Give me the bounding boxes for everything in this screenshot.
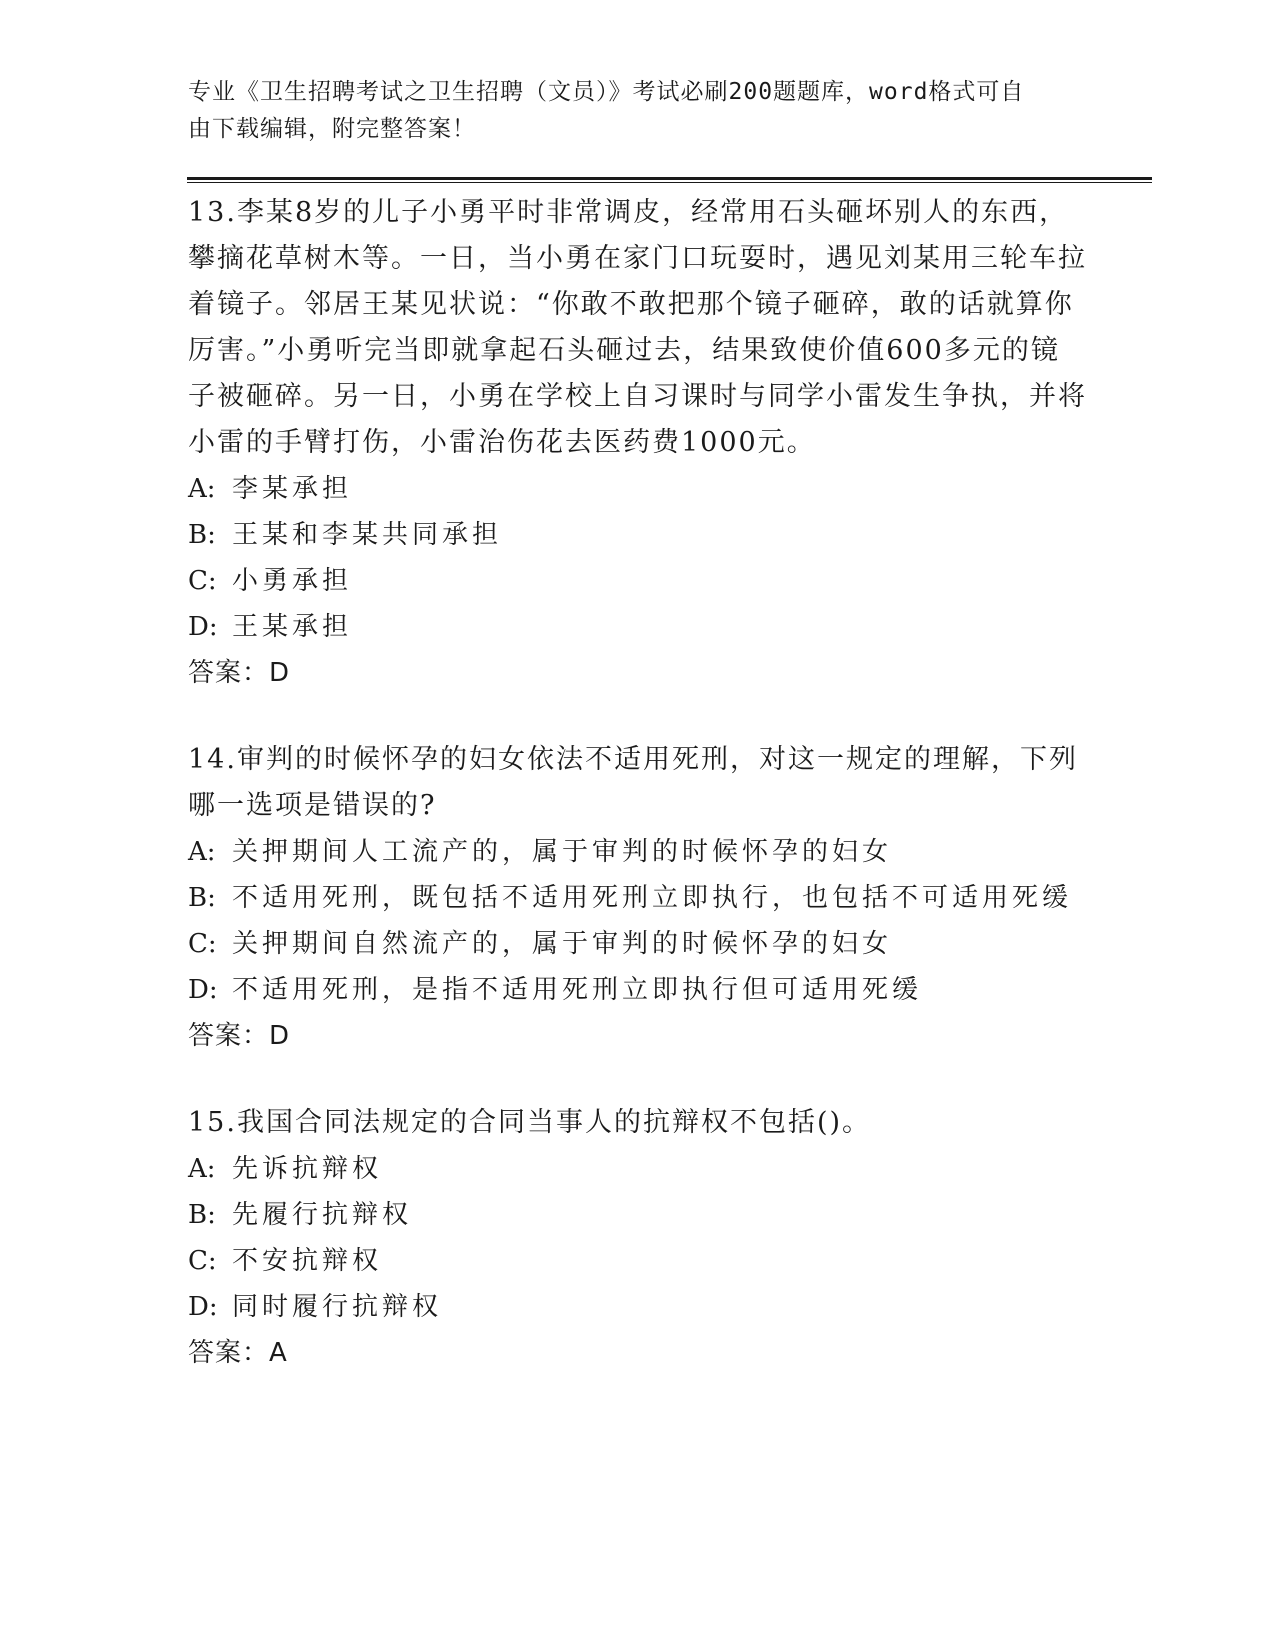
option-text: 关押期间自然流产的，属于审判的时候怀孕的妇女 — [232, 929, 893, 959]
option-text: 王某承担 — [232, 612, 353, 642]
option-key: B: — [188, 520, 216, 550]
answer-line: 答案：D — [188, 658, 291, 688]
option-text: 先履行抗辩权 — [232, 1200, 413, 1230]
question-stem: 13.李某8岁的儿子小勇平时非常调皮，经常用石头砸坏别人的东西，攀摘花草树木等。一日，当小勇在家门口玩耍时，遇见刘某用三轮车拉着镜子。邻居王某见状说：“你敢不敢把那个镜子砸碎，敢的话就算你厉害。”小勇听完当即就拿起石头砸过去，结果致使价值600多元的镜子被砸碎。另一日，小勇在学校上自习课时与同学小雷发生争执，并将小雷的手臂打伤，小雷治伤花去医药费1000元。 — [188, 197, 1087, 458]
option-text: 同时履行抗辩权 — [232, 1292, 443, 1322]
option-d — [188, 967, 1088, 1013]
option-text: 小勇承担 — [232, 566, 353, 596]
option-d — [188, 1284, 1088, 1330]
answer-line: 答案：A — [188, 1338, 288, 1368]
question-stem: 15.我国合同法规定的合同当事人的抗辩权不包括()。 — [188, 1107, 872, 1138]
option-c — [188, 1238, 1088, 1284]
question-13 — [188, 190, 1088, 696]
header-divider-thin — [187, 182, 1152, 183]
option-key: A: — [188, 837, 216, 867]
option-key: D: — [188, 612, 218, 642]
question-15 — [188, 1100, 1088, 1376]
option-key: D: — [188, 975, 218, 1005]
option-a — [188, 466, 1088, 512]
option-b — [188, 875, 1088, 921]
option-d — [188, 604, 1088, 650]
option-key: D: — [188, 1292, 218, 1322]
option-key: C: — [188, 566, 217, 596]
option-text: 李某承担 — [232, 474, 353, 504]
option-b — [188, 512, 1088, 558]
option-c — [188, 558, 1088, 604]
option-text: 不安抗辩权 — [232, 1246, 383, 1276]
option-key: A: — [188, 474, 216, 504]
option-key: B: — [188, 1200, 216, 1230]
answer-line: 答案：D — [188, 1021, 291, 1051]
header-line-1: 专业《卫生招聘考试之卫生招聘（文员）》考试必刷200题题库，word格式可自 — [188, 79, 1025, 105]
option-key: B: — [188, 883, 216, 913]
option-text: 关押期间人工流产的，属于审判的时候怀孕的妇女 — [232, 837, 893, 867]
option-a — [188, 1146, 1088, 1192]
option-c — [188, 921, 1088, 967]
option-text: 不适用死刑，既包括不适用死刑立即执行，也包括不可适用死缓 — [232, 883, 1073, 913]
option-b — [188, 1192, 1088, 1238]
header-line-2: 由下载编辑，附完整答案！ — [188, 116, 476, 142]
option-text: 不适用死刑，是指不适用死刑立即执行但可适用死缓 — [232, 975, 923, 1005]
question-stem: 14.审判的时候怀孕的妇女依法不适用死刑，对这一规定的理解，下列哪一选项是错误的? — [188, 744, 1078, 821]
option-key: C: — [188, 1246, 217, 1276]
option-key: C: — [188, 929, 217, 959]
option-key: A: — [188, 1154, 216, 1184]
option-text: 先诉抗辩权 — [232, 1154, 383, 1184]
header-divider-thick — [187, 177, 1152, 180]
option-a — [188, 829, 1088, 875]
question-14 — [188, 737, 1088, 1059]
option-text: 王某和李某共同承担 — [232, 520, 503, 550]
document-header — [188, 74, 1068, 148]
